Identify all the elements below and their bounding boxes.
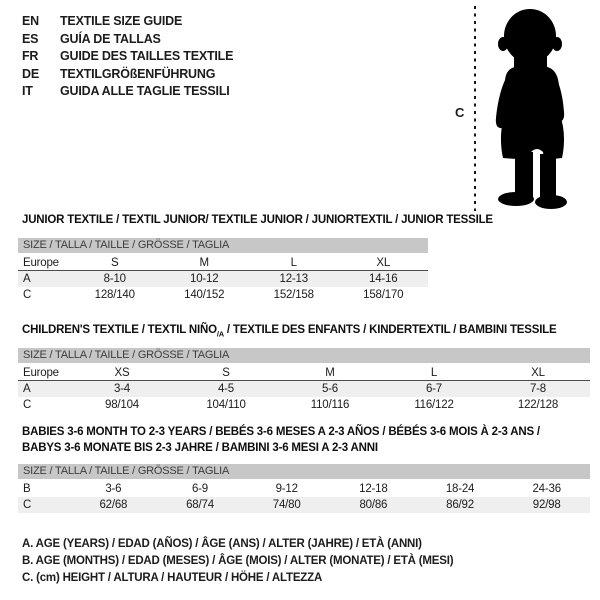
legend-footnotes bbox=[22, 536, 453, 587]
age-value: 5-6 bbox=[321, 383, 339, 395]
height-value: 122/128 bbox=[517, 399, 559, 411]
row-label: A bbox=[23, 273, 31, 285]
language-row-de bbox=[22, 66, 233, 84]
toddler-silhouette-icon bbox=[486, 6, 578, 215]
size-value: M bbox=[325, 367, 335, 379]
language-code: IT bbox=[22, 84, 33, 98]
table-row-europe bbox=[18, 365, 590, 381]
children-size-table bbox=[18, 348, 590, 413]
age-value: 18-24 bbox=[445, 483, 475, 495]
language-code: EN bbox=[22, 14, 39, 28]
size-value: XL bbox=[531, 367, 545, 379]
language-title-list bbox=[22, 13, 233, 101]
height-value: 128/140 bbox=[94, 289, 135, 301]
language-row-es bbox=[22, 31, 233, 49]
height-value: 92/98 bbox=[532, 499, 561, 511]
height-value: 110/116 bbox=[310, 399, 350, 411]
babies-size-table bbox=[18, 464, 590, 513]
size-value: M bbox=[199, 257, 209, 269]
row-label: A bbox=[23, 383, 31, 395]
age-value: 7-8 bbox=[529, 383, 547, 395]
children-title-part: / TEXTILE DES ENFANTS / KINDERTEXTIL / BAMBINI TESSILE bbox=[223, 324, 557, 336]
height-value: 116/122 bbox=[414, 399, 454, 411]
row-label: B bbox=[23, 483, 31, 495]
age-value: 4-5 bbox=[217, 383, 235, 395]
size-header-bar: SIZE / TALLA / TAILLE / GRÖSSE / TAGLIA bbox=[18, 238, 428, 253]
table-row-age bbox=[18, 271, 428, 287]
language-row-fr bbox=[22, 48, 233, 66]
table-row-height bbox=[18, 397, 590, 413]
size-value: L bbox=[430, 367, 438, 379]
age-value: 12-13 bbox=[279, 273, 308, 285]
babies-title-line2: BABYS 3-6 MONATE BIS 2-3 JAHRE / BAMBINI 3-6 MESI A 2-3 ANNI bbox=[22, 442, 378, 454]
language-title: GUIDE DES TAILLES TEXTILE bbox=[60, 49, 234, 63]
footnote-age-months: B. AGE (MONTHS) / EDAD (MESES) / ÂGE (MOIS) / ALTER (MONATE) / ETÀ (MESI) bbox=[22, 555, 454, 567]
babies-table-title bbox=[22, 424, 540, 456]
size-value: XL bbox=[376, 257, 391, 269]
table-row-age bbox=[18, 381, 590, 397]
height-value: 86/92 bbox=[446, 499, 474, 511]
language-title: TEXTILGRÖßENFÜHRUNG bbox=[60, 66, 216, 81]
babies-title-line1: BABIES 3-6 MONTH TO 2-3 YEARS / BEBÉS 3-6 MESES A 2-3 AÑOS / BÉBÉS 3-6 MOIS À 2-3 ANS / bbox=[22, 426, 540, 438]
junior-size-table bbox=[18, 238, 428, 303]
size-value: L bbox=[290, 257, 297, 269]
age-value: 10-12 bbox=[190, 273, 219, 285]
children-title-subscript: /A bbox=[216, 329, 224, 339]
height-measure-dashed-line bbox=[474, 6, 476, 211]
children-title-part: CHILDREN'S TEXTILE / TEXTIL NIÑO bbox=[22, 324, 217, 336]
age-value: 3-4 bbox=[113, 383, 131, 395]
language-code: ES bbox=[22, 31, 39, 46]
row-label: C bbox=[23, 289, 32, 301]
height-measure-label: C bbox=[455, 105, 465, 120]
table-row-height bbox=[18, 497, 590, 513]
size-value: XS bbox=[114, 367, 130, 379]
age-value: 24-36 bbox=[532, 483, 561, 495]
height-value: 158/170 bbox=[363, 289, 404, 301]
language-title: GUÍA DE TALLAS bbox=[60, 31, 161, 46]
row-label: C bbox=[23, 399, 32, 411]
footnote-age-years: A. AGE (YEARS) / EDAD (AÑOS) / ÂGE (ANS) / ALTER (JAHRE) / ETÀ (ANNI) bbox=[22, 538, 422, 550]
age-value: 3-6 bbox=[105, 483, 122, 495]
height-value: 62/68 bbox=[99, 499, 128, 511]
age-value: 6-7 bbox=[425, 383, 443, 395]
size-header-bar: SIZE / TALLA / TAILLE / GRÖSSE / TAGLIA bbox=[18, 464, 590, 479]
language-code: FR bbox=[22, 49, 39, 63]
age-value: 6-9 bbox=[191, 483, 209, 495]
size-value: S bbox=[222, 367, 230, 379]
height-value: 104/110 bbox=[206, 399, 246, 411]
language-row-en bbox=[22, 13, 233, 31]
height-value: 80/86 bbox=[359, 499, 388, 511]
junior-table-title: JUNIOR TEXTILE / TEXTIL JUNIOR/ TEXTILE JUNIOR / JUNIORTEXTIL / JUNIOR TESSILE bbox=[22, 214, 493, 226]
language-code: DE bbox=[22, 66, 39, 81]
size-header-bar: SIZE / TALLA / TAILLE / GRÖSSE / TAGLIA bbox=[18, 348, 590, 363]
height-value: 140/152 bbox=[184, 289, 225, 301]
language-row-it bbox=[22, 83, 233, 101]
height-value: 68/74 bbox=[186, 499, 214, 511]
size-value: S bbox=[111, 257, 119, 269]
age-value: 14-16 bbox=[369, 273, 398, 285]
row-label: Europe bbox=[23, 367, 59, 379]
language-title: TEXTILE SIZE GUIDE bbox=[60, 14, 183, 28]
height-value: 98/104 bbox=[105, 399, 139, 411]
age-value: 9-12 bbox=[275, 483, 298, 495]
height-value: 74/80 bbox=[272, 499, 301, 511]
row-label: C bbox=[23, 499, 32, 511]
table-row-height bbox=[18, 287, 428, 303]
age-value: 12-18 bbox=[359, 483, 388, 495]
row-label: Europe bbox=[23, 257, 59, 269]
children-table-title bbox=[22, 322, 556, 342]
language-title: GUIDA ALLE TAGLIE TESSILI bbox=[60, 84, 230, 98]
table-row-europe bbox=[18, 255, 428, 271]
table-row-age-months bbox=[18, 481, 590, 497]
height-value: 152/158 bbox=[273, 289, 314, 301]
age-value: 8-10 bbox=[103, 273, 126, 285]
footnote-height: C. (cm) HEIGHT / ALTURA / HAUTEUR / HÖHE / ALTEZZA bbox=[22, 572, 323, 584]
